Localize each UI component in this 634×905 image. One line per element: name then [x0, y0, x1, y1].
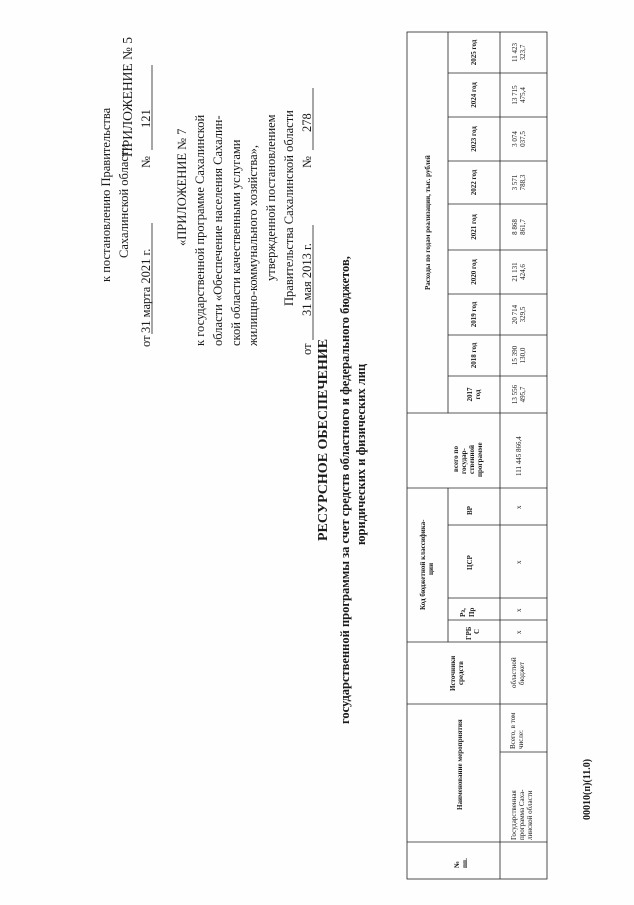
- resource-table: [407, 32, 547, 879]
- row-grbs: х: [515, 630, 523, 634]
- heading-title: РЕСУРСНОЕ ОБЕСПЕЧЕНИЕ: [316, 338, 331, 541]
- year-value-7-line-1: 3 074: [511, 131, 519, 147]
- appendix-7-line2: области «Обеспечение населения Сахалин-: [211, 115, 225, 346]
- header-source-2: средств: [457, 661, 465, 685]
- appendix-7-line1: к государственной программе Сахалинской: [193, 114, 207, 346]
- year-values: [511, 43, 527, 405]
- header-codes-1: Код бюджетной классифика-: [419, 519, 427, 610]
- year-value-3-line-2: 329,5: [519, 306, 527, 323]
- year-header-3-line-1: 2019 год: [470, 301, 478, 328]
- appendix-5-date: 31 марта 2021 г.: [139, 248, 153, 333]
- appendix-5-number: 121: [139, 109, 153, 128]
- year-headers: [466, 39, 482, 401]
- year-value-1-line-2: 495,7: [519, 386, 527, 403]
- header-grbs-1: ГРБ: [465, 626, 473, 640]
- appendix-7-number-label: №: [300, 156, 314, 168]
- header-codes-2: ции: [427, 562, 435, 575]
- year-header-8-line-1: 2024 год: [470, 82, 478, 108]
- year-value-2-line-1: 15 390: [511, 345, 519, 366]
- appendix-7-line4: жилищно-коммунального хозяйства»,: [246, 145, 260, 346]
- row-sub-2: числе:: [517, 730, 525, 749]
- appendix-7-line3: ской области качественными услугами: [229, 139, 243, 346]
- year-value-1-line-1: 13 556: [511, 384, 519, 405]
- header-total-1: всего по: [452, 446, 460, 472]
- year-header-4-line-1: 2020 год: [470, 259, 478, 285]
- header-vr: ВР: [466, 506, 474, 515]
- appendix-5-title: ПРИЛОЖЕНИЕ № 5: [120, 36, 135, 157]
- year-header-9-line-1: 2025 год: [470, 39, 478, 66]
- year-value-4-line-2: 424,6: [519, 264, 527, 280]
- year-header-1-line-1: 2017: [466, 387, 474, 402]
- year-value-3-line-1: 20 714: [511, 304, 519, 325]
- year-value-7-line-2: 037,5: [519, 131, 527, 147]
- appendix-7-number: 278: [300, 113, 314, 132]
- row-csr: х: [515, 560, 523, 564]
- year-value-9-line-2: 323,7: [519, 44, 527, 61]
- appendix-7-from: от: [300, 343, 314, 355]
- appendix-5-number-label: №: [139, 156, 153, 168]
- year-value-2-line-2: 130,0: [519, 347, 527, 364]
- appendix-7-line6: Правительства Сахалинской области: [282, 110, 296, 306]
- year-header-5-line-1: 2021 год: [470, 214, 478, 240]
- row-name-1: Государственная: [510, 790, 518, 840]
- appendix-7-title: «ПРИЛОЖЕНИЕ № 7: [175, 128, 189, 246]
- row-sub-1: Всего, в том: [509, 712, 517, 749]
- header-name: Наименование мероприятия: [456, 719, 464, 810]
- header-rz: Рз,: [459, 608, 467, 617]
- header-expenses: Расходы по годам реализации, тыс. рублей: [424, 155, 432, 290]
- appendix-7-line5: утвержденной постановлением: [264, 114, 278, 281]
- row-source-1: областной: [510, 657, 518, 688]
- row-name-3: линской области: [526, 790, 534, 840]
- footer-code: 00010(п)(11.0): [582, 758, 593, 820]
- year-value-5-line-2: 861,7: [519, 219, 527, 235]
- appendix-5-line1: к постановлению Правительства: [99, 107, 113, 282]
- year-value-6-line-1: 3 571: [511, 174, 519, 191]
- header-total-2: государ-: [460, 448, 468, 474]
- header-grbs-2: С: [473, 628, 481, 634]
- year-value-6-line-2: 788,3: [519, 174, 527, 191]
- year-header-2-line-1: 2018 год: [470, 342, 478, 369]
- appendix-7-date: 31 мая 2013 г.: [300, 243, 314, 316]
- row-source-2: бюджет: [518, 662, 526, 685]
- header-total-4: программе: [476, 442, 484, 477]
- heading-line1: государственной программы за счет средств областного и федерального бюджетов,: [338, 256, 352, 724]
- appendix-5-line2: Сахалинской области: [117, 143, 131, 258]
- year-header-7-line-1: 2023 год: [470, 126, 478, 152]
- header-source-1: Источники: [449, 655, 457, 691]
- row-rzpr: х: [515, 608, 523, 612]
- appendix-5-from: от: [139, 335, 153, 347]
- year-value-4-line-1: 21 131: [511, 262, 519, 282]
- appendix-7-block: [175, 88, 314, 355]
- year-header-6-line-1: 2022 год: [470, 169, 478, 196]
- row-vr: х: [515, 505, 523, 509]
- row-total: 111 445 866,4: [515, 436, 523, 476]
- heading-line2: юридических и физических лиц: [354, 363, 368, 545]
- year-value-8-line-1: 13 715: [511, 85, 519, 105]
- year-value-8-line-2: 475,4: [519, 87, 527, 103]
- header-num-2: пп.: [461, 858, 469, 868]
- header-num: №: [453, 860, 461, 868]
- appendix-5-block: [99, 37, 153, 347]
- header-total-3: ственной: [468, 444, 476, 474]
- header-csr: ЦСР: [466, 555, 474, 570]
- header-pr: Пр: [468, 607, 476, 617]
- year-value-5-line-1: 8 868: [511, 219, 519, 235]
- resource-heading: [316, 256, 368, 724]
- row-name-2: программа Саха-: [518, 789, 526, 840]
- year-value-9-line-1: 11 423: [511, 43, 519, 62]
- year-header-1-line-2: год: [474, 389, 482, 400]
